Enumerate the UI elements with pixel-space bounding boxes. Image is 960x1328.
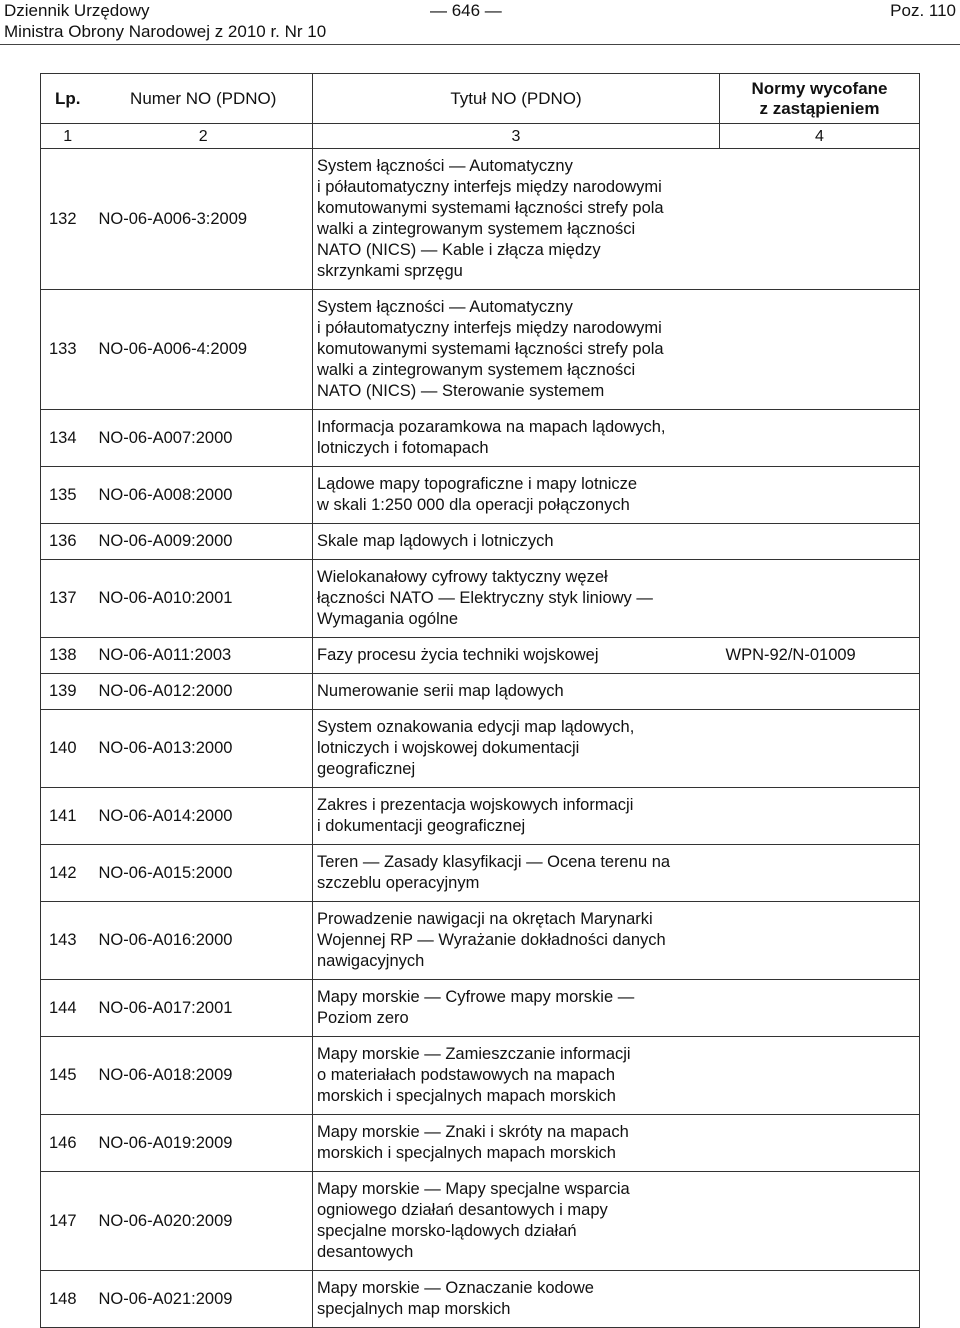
row-title-text: Mapy morskie — Cyfrowe mapy morskie — Poziom zero: [317, 988, 635, 1027]
page-header-left: [4, 0, 326, 42]
row-norm: [720, 1271, 920, 1328]
column-header-number: Numer NO (PDNO): [95, 74, 313, 124]
row-code: [95, 845, 313, 902]
row-title: [313, 1172, 720, 1271]
row-lp-text: 147: [49, 1211, 77, 1230]
row-lp-text: 139: [49, 682, 77, 700]
index-3: 3: [313, 124, 720, 149]
table-row: [41, 290, 920, 410]
row-code: [95, 902, 313, 980]
row-norm: [720, 524, 920, 560]
row-title-text: System łączności — Automatyczny i półautomatyczny interfejs między narodowymi komutowanymi systemami łączności strefy pola walki a zintegrowanym systemem łączności NATO (NICS) — Kable i złącza między skrzynkami sprzęgu: [317, 157, 664, 280]
row-norm: [720, 674, 920, 710]
row-title-text: Mapy morskie — Oznaczanie kodowe specjalnych map morskich: [317, 1279, 594, 1318]
row-code: [95, 149, 313, 290]
row-norm: [720, 788, 920, 845]
row-code-text: NO-06-A021:2009: [98, 1289, 233, 1308]
row-code-text: NO-06-A009:2000: [98, 532, 233, 550]
row-lp: [41, 902, 95, 980]
table-row: [41, 710, 920, 788]
row-title: [313, 1037, 720, 1115]
row-code-text: NO-06-A016:2000: [98, 931, 233, 949]
row-lp: [41, 788, 95, 845]
row-norm: [720, 1037, 920, 1115]
row-title-text: Mapy morskie — Znaki i skróty na mapach morskich i specjalnych mapach morskich: [317, 1123, 629, 1162]
row-code: [95, 1037, 313, 1115]
row-title-text: Skale map lądowych i lotniczych: [317, 532, 554, 550]
row-code-text: NO-06-A015:2000: [98, 863, 233, 882]
table-index-row: [41, 124, 920, 149]
table-body: [41, 149, 920, 1328]
row-title: [313, 410, 720, 467]
row-code-text: NO-06-A017:2001: [98, 998, 233, 1017]
table-row: [41, 560, 920, 638]
row-title: [313, 1271, 720, 1328]
row-lp-text: 140: [49, 739, 77, 757]
row-code-text: NO-06-A013:2000: [98, 739, 233, 757]
row-title-text: System łączności — Automatyczny i półautomatyczny interfejs między narodowymi komutowanymi systemami łączności strefy pola walki a zintegrowanym systemem łączności NATO (NICS) — Sterowanie systemem: [317, 298, 664, 400]
row-code: [95, 560, 313, 638]
row-code: [95, 788, 313, 845]
table-row: [41, 980, 920, 1037]
row-norm: [720, 410, 920, 467]
row-code-text: NO-06-A020:2009: [98, 1211, 233, 1230]
table-row: [41, 788, 920, 845]
row-lp-text: 133: [49, 340, 77, 358]
table-row: [41, 638, 920, 674]
row-code-text: NO-06-A008:2000: [98, 485, 233, 504]
row-norm: [720, 560, 920, 638]
column-header-title: Tytuł NO (PDNO): [313, 74, 720, 124]
table-row: [41, 467, 920, 524]
table-row: [41, 1172, 920, 1271]
row-norm: [720, 149, 920, 290]
row-title-text: Numerowanie serii map lądowych: [317, 682, 564, 700]
row-title: [313, 149, 720, 290]
row-code-text: NO-06-A011:2003: [98, 646, 232, 664]
table-row: [41, 1037, 920, 1115]
row-title: [313, 290, 720, 410]
row-code-text: NO-06-A014:2000: [98, 806, 233, 825]
row-title: [313, 467, 720, 524]
row-title-text: Teren — Zasady klasyfikacji — Ocena terenu na szczeblu operacyjnym: [317, 853, 671, 892]
row-norm: [720, 467, 920, 524]
row-lp: [41, 980, 95, 1037]
row-title-text: System oznakowania edycji map lądowych, lotniczych i wojskowej dokumentacji geograficznej: [317, 718, 635, 778]
row-norm: [720, 902, 920, 980]
row-code-text: NO-06-A007:2000: [98, 428, 233, 447]
row-title: [313, 674, 720, 710]
row-code: [95, 674, 313, 710]
table-row: [41, 149, 920, 290]
row-code: [95, 290, 313, 410]
row-lp: [41, 674, 95, 710]
row-lp: [41, 410, 95, 467]
row-title: [313, 710, 720, 788]
row-code: [95, 638, 313, 674]
table-row: [41, 410, 920, 467]
row-lp: [41, 710, 95, 788]
row-norm: [720, 845, 920, 902]
row-lp-text: 135: [49, 485, 77, 504]
row-title-text: Wielokanałowy cyfrowy taktyczny węzeł łączności NATO — Elektryczny styk liniowy — Wymagania ogólne: [317, 568, 653, 628]
row-title: [313, 560, 720, 638]
table-row: [41, 674, 920, 710]
row-lp: [41, 845, 95, 902]
row-norm: [720, 638, 920, 674]
table-row: [41, 1115, 920, 1172]
row-title-text: Fazy procesu życia techniki wojskowej: [317, 646, 599, 664]
index-2: 2: [95, 124, 313, 149]
row-code: [95, 1271, 313, 1328]
row-lp-text: 138: [49, 646, 77, 664]
row-lp-text: 134: [49, 428, 77, 447]
row-norm-text: WPN-92/N-01009: [725, 646, 856, 664]
row-code-text: NO-06-A012:2000: [98, 682, 233, 700]
row-title-text: Zakres i prezentacja wojskowych informacji i dokumentacji geograficznej: [317, 796, 634, 835]
table-row: [41, 902, 920, 980]
row-lp-text: 136: [49, 532, 77, 550]
row-lp-text: 141: [49, 806, 77, 825]
row-norm: [720, 1115, 920, 1172]
row-title: [313, 902, 720, 980]
row-code-text: NO-06-A006-3:2009: [98, 209, 248, 228]
row-title: [313, 1115, 720, 1172]
row-norm: [720, 290, 920, 410]
row-lp-text: 143: [49, 931, 77, 949]
row-lp-text: 146: [49, 1133, 77, 1152]
row-title-text: Mapy morskie — Mapy specjalne wsparcia ogniowego działań desantowych i mapy specjalne morsko-lądowych działań desantowych: [317, 1180, 630, 1261]
row-norm: [720, 980, 920, 1037]
row-lp: [41, 1115, 95, 1172]
row-title-text: Mapy morskie — Zamieszczanie informacji o materiałach podstawowych na mapach morskich i specjalnych mapach morskich: [317, 1045, 631, 1105]
row-lp: [41, 290, 95, 410]
table-header-row: [41, 74, 920, 124]
index-4: 4: [720, 124, 920, 149]
row-lp-text: 145: [49, 1066, 77, 1084]
row-lp: [41, 638, 95, 674]
row-lp: [41, 1271, 95, 1328]
row-code: [95, 980, 313, 1037]
row-title: [313, 524, 720, 560]
journal-name: Dziennik Urzędowy: [4, 1, 150, 20]
row-lp-text: 132: [49, 209, 77, 228]
row-title: [313, 845, 720, 902]
row-lp: [41, 524, 95, 560]
row-code-text: NO-06-A010:2001: [98, 589, 233, 607]
row-title: [313, 980, 720, 1037]
row-code-text: NO-06-A006-4:2009: [98, 340, 248, 358]
row-title-text: Informacja pozaramkowa na mapach lądowych, lotniczych i fotomapach: [317, 418, 666, 457]
position-number: Poz. 110: [890, 1, 956, 20]
table-row: [41, 1271, 920, 1328]
row-title-text: Lądowe mapy topograficzne i mapy lotnicze w skali 1:250 000 dla operacji połączonych: [317, 475, 638, 514]
row-lp: [41, 467, 95, 524]
index-1: 1: [41, 124, 95, 149]
column-header-lp: Lp.: [41, 74, 95, 124]
table-row: [41, 845, 920, 902]
row-code: [95, 410, 313, 467]
row-lp: [41, 1172, 95, 1271]
norms-table: [40, 73, 920, 1328]
row-norm: [720, 1172, 920, 1271]
row-code: [95, 710, 313, 788]
row-code: [95, 467, 313, 524]
row-lp: [41, 149, 95, 290]
row-code: [95, 1172, 313, 1271]
row-norm: [720, 710, 920, 788]
row-title-text: Prowadzenie nawigacji na okrętach Marynarki Wojennej RP — Wyrażanie dokładności danych nawigacyjnych: [317, 910, 666, 970]
row-lp: [41, 1037, 95, 1115]
row-lp: [41, 560, 95, 638]
table-row: [41, 524, 920, 560]
row-code: [95, 1115, 313, 1172]
row-lp-text: 137: [49, 589, 77, 607]
row-lp-text: 142: [49, 863, 77, 882]
row-code-text: NO-06-A018:2009: [98, 1066, 233, 1084]
row-lp-text: 144: [49, 998, 77, 1017]
column-header-norms-line2: z zastąpieniem: [759, 98, 880, 118]
ministry-name: Ministra Obrony Narodowej z 2010 r. Nr 10: [4, 22, 327, 41]
column-header-norms-line1: Normy wycofane: [751, 78, 888, 98]
column-header-norms: [720, 74, 920, 124]
header-rule: [0, 44, 960, 45]
row-code-text: NO-06-A019:2009: [98, 1133, 233, 1152]
row-title: [313, 638, 720, 674]
row-lp-text: 148: [49, 1289, 77, 1308]
row-title: [313, 788, 720, 845]
row-code: [95, 524, 313, 560]
page-number: — 646 —: [430, 1, 502, 20]
